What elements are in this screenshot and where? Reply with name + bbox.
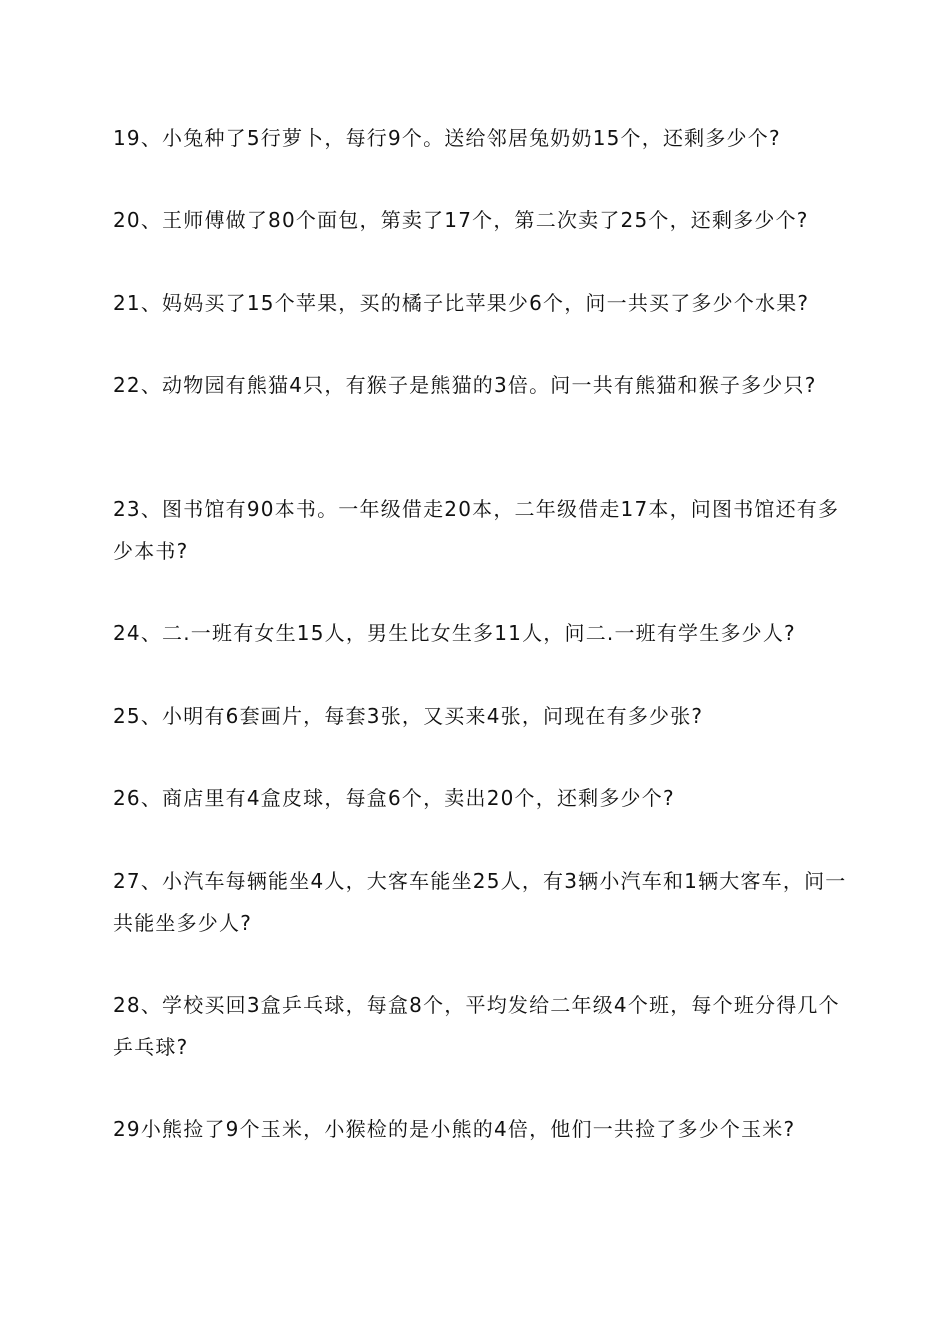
word-problem-22: 22、动物园有熊猫4只，有猴子是熊猫的3倍。问一共有熊猫和猴子多少只? (113, 373, 817, 397)
word-problem-25: 25、小明有6套画片，每套3张，又买来4张，问现在有多少张? (113, 704, 704, 728)
word-problem-29: 29小熊捡了9个玉米，小猴检的是小熊的4倍，他们一共捡了多少个玉米? (113, 1117, 796, 1141)
word-problem-27: 27、小汽车每辆能坐4人，大客车能坐25人，有3辆小汽车和1辆大客车，问一共能坐多少人? (113, 869, 847, 935)
word-problem-21: 21、妈妈买了15个苹果，买的橘子比苹果少6个，问一共买了多少个水果? (113, 291, 810, 315)
word-problem-23: 23、图书馆有90本书。一年级借走20本，二年级借走17本，问图书馆还有多少本书? (113, 497, 840, 563)
word-problem-26: 26、商店里有4盒皮球，每盒6个，卖出20个，还剩多少个? (113, 786, 675, 810)
word-problem-19: 19、小兔种了5行萝卜，每行9个。送给邻居兔奶奶15个，还剩多少个? (113, 126, 781, 150)
word-problem-24: 24、二.一班有女生15人，男生比女生多11人，问二.一班有学生多少人? (113, 621, 796, 645)
word-problem-28: 28、学校买回3盒乒乓球，每盒8个，平均发给二年级4个班，每个班分得几个乒乓球? (113, 993, 840, 1059)
word-problem-20: 20、王师傅做了80个面包，第卖了17个，第二次卖了25个，还剩多少个? (113, 208, 809, 232)
